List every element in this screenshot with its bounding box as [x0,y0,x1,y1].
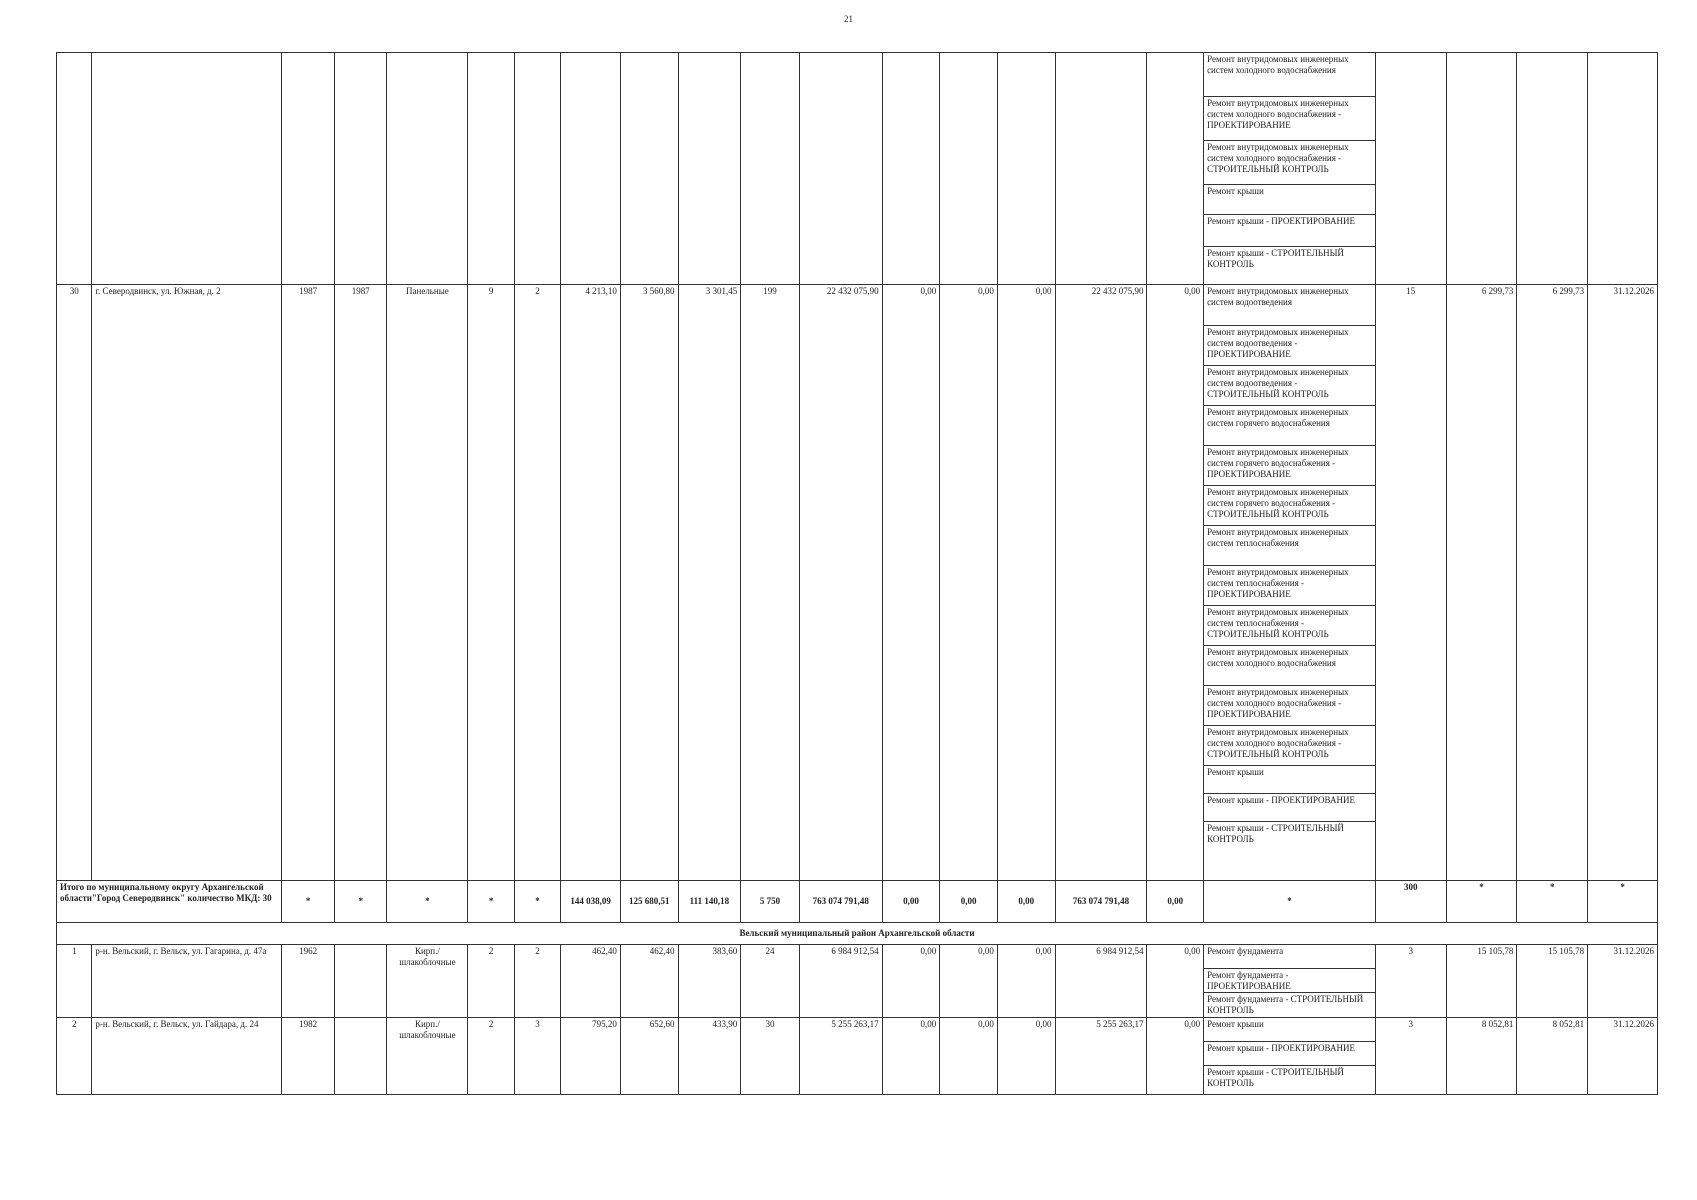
area-premises: 462,40 [620,945,678,1018]
total-star: * [1588,881,1658,923]
work-item: Ремонт фундамента - СТРОИТЕЛЬНЫЙ КОНТРОЛЬ [1207,994,1364,1015]
works-list [1204,945,1376,1018]
total-area-residential: 111 140,18 [678,881,741,923]
fund-owners: 22 432 075,90 [1055,285,1147,881]
table-row-total [57,881,1658,923]
fund-regional: 0,00 [940,1018,998,1095]
work-item: Ремонт внутридомовых инженерных систем теплоснабжения - ПРОЕКТИРОВАНИЕ [1204,566,1375,606]
work-item: Ремонт крыши [1204,185,1375,215]
deadline: 31.12.2026 [1588,1018,1658,1095]
address: р-н. Вельский, г. Вельск, ул. Гагарина, д. 47а [92,945,282,1018]
work-item: Ремонт крыши - ПРОЕКТИРОВАНИЕ [1204,215,1375,247]
cost-total: 5 255 263,17 [799,1018,882,1095]
total-fund-federal: 0,00 [882,881,940,923]
unit-cost: 6 299,73 [1446,285,1517,881]
total-cost: 763 074 791,48 [799,881,882,923]
residents: 24 [741,945,800,1018]
residents: 30 [741,1018,800,1095]
unit-cost-max: 8 052,81 [1517,1018,1588,1095]
floors: 9 [468,285,514,881]
work-item: Ремонт фундамента [1204,945,1375,969]
fund-other: 0,00 [1147,945,1204,1018]
work-item: Ремонт крыши [1204,1018,1375,1042]
unit-cost-max: 6 299,73 [1517,285,1588,881]
capital-repair-table [56,52,1658,1095]
fund-owners: 6 984 912,54 [1055,945,1147,1018]
year-built: 1962 [282,945,335,1018]
total-star: * [1517,881,1588,923]
area-premises: 3 560,80 [620,285,678,881]
duration: 3 [1375,1018,1446,1095]
address: г. Северодвинск, ул. Южная, д. 2 [92,285,282,881]
works-list [1204,53,1376,285]
works-list [1204,1018,1376,1095]
area-residential: 3 301,45 [678,285,741,881]
total-duration: 300 [1375,881,1446,923]
fund-regional: 0,00 [940,285,998,881]
work-item: Ремонт крыши [1204,766,1375,794]
work-item: Ремонт внутридомовых инженерных систем водоотведения [1204,285,1375,326]
work-item: Ремонт внутридомовых инженерных систем холодного водоснабжения - СТРОИТЕЛЬНЫЙ КОНТРОЛЬ [1204,726,1375,766]
total-star: * [387,881,468,923]
section-header-row [57,923,1658,945]
floors: 2 [468,945,514,1018]
fund-owners: 5 255 263,17 [1055,1018,1147,1095]
fund-regional: 0,00 [940,945,998,1018]
row-number: 2 [57,1018,92,1095]
fund-local: 0,00 [997,945,1055,1018]
work-item: Ремонт фундамента - ПРОЕКТИРОВАНИЕ [1204,969,1375,993]
total-star: * [1204,881,1376,923]
floors: 2 [468,1018,514,1095]
fund-federal: 0,00 [882,285,940,881]
work-item: Ремонт внутридомовых инженерных систем теплоснабжения - СТРОИТЕЛЬНЫЙ КОНТРОЛЬ [1204,606,1375,646]
fund-federal: 0,00 [882,945,940,1018]
area-total: 4 213,10 [561,285,621,881]
entrances: 3 [514,1018,560,1095]
works-list [1204,285,1376,881]
total-star: * [334,881,387,923]
entrances: 2 [514,945,560,1018]
work-item: Ремонт внутридомовых инженерных систем горячего водоснабжения [1204,406,1375,446]
work-item: Ремонт внутридомовых инженерных систем холодного водоснабжения - ПРОЕКТИРОВАНИЕ [1204,686,1375,726]
total-star: * [282,881,335,923]
total-star: * [468,881,514,923]
work-item: Ремонт внутридомовых инженерных систем теплоснабжения [1204,526,1375,566]
entrances: 2 [514,285,560,881]
year-built: 1987 [282,285,335,881]
residents: 199 [741,285,800,881]
deadline: 31.12.2026 [1588,945,1658,1018]
work-item: Ремонт крыши - СТРОИТЕЛЬНЫЙ КОНТРОЛЬ [1207,1067,1344,1088]
row-number: 1 [57,945,92,1018]
year-renovated [334,945,387,1018]
work-item: Ремонт внутридомовых инженерных систем водоотведения - СТРОИТЕЛЬНЫЙ КОНТРОЛЬ [1204,366,1375,406]
work-item: Ремонт внутридомовых инженерных систем холодного водоснабжения - ПРОЕКТИРОВАНИЕ [1204,97,1375,141]
address: р-н. Вельский, г. Вельск, ул. Гайдара, д. 24 [92,1018,282,1095]
fund-other: 0,00 [1147,1018,1204,1095]
wall-material: Кирп./ шлакоблочные [387,1018,468,1095]
work-item: Ремонт внутридомовых инженерных систем холодного водоснабжения [1204,646,1375,686]
wall-material: Панельные [387,285,468,881]
work-item: Ремонт внутридомовых инженерных систем холодного водоснабжения - СТРОИТЕЛЬНЫЙ КОНТРОЛЬ [1204,141,1375,185]
table-row-1 [57,945,1658,1018]
cost-total: 22 432 075,90 [799,285,882,881]
work-item: Ремонт крыши - СТРОИТЕЛЬНЫЙ КОНТРОЛЬ [1207,248,1344,269]
table-row-continuation [57,53,1658,285]
fund-local: 0,00 [997,285,1055,881]
row-number: 30 [57,285,92,881]
area-premises: 652,60 [620,1018,678,1095]
work-item: Ремонт внутридомовых инженерных систем водоотведения - ПРОЕКТИРОВАНИЕ [1204,326,1375,366]
work-item: Ремонт крыши - ПРОЕКТИРОВАНИЕ [1204,794,1375,822]
work-item: Ремонт крыши - СТРОИТЕЛЬНЫЙ КОНТРОЛЬ [1207,823,1344,844]
unit-cost: 8 052,81 [1446,1018,1517,1095]
table-row-2 [57,1018,1658,1095]
total-residents: 5 750 [741,881,800,923]
section-title: Вельский муниципальный район Архангельской области [57,923,1658,945]
deadline: 31.12.2026 [1588,285,1658,881]
total-area-total: 144 038,09 [561,881,621,923]
work-item: Ремонт внутридомовых инженерных систем горячего водоснабжения - СТРОИТЕЛЬНЫЙ КОНТРОЛЬ [1204,486,1375,526]
year-renovated: 1987 [334,285,387,881]
work-item: Ремонт внутридомовых инженерных систем горячего водоснабжения - ПРОЕКТИРОВАНИЕ [1204,446,1375,486]
total-area-premises: 125 680,51 [620,881,678,923]
area-residential: 383,60 [678,945,741,1018]
fund-other: 0,00 [1147,285,1204,881]
unit-cost-max: 15 105,78 [1517,945,1588,1018]
page-number: 21 [844,14,853,24]
cost-total: 6 984 912,54 [799,945,882,1018]
wall-material: Кирп./ шлакоблочные [387,945,468,1018]
total-fund-regional: 0,00 [940,881,998,923]
total-fund-owners: 763 074 791,48 [1055,881,1147,923]
work-item: Ремонт крыши - ПРОЕКТИРОВАНИЕ [1204,1042,1375,1066]
total-fund-local: 0,00 [997,881,1055,923]
total-star: * [1446,881,1517,923]
work-item: Ремонт внутридомовых инженерных систем холодного водоснабжения [1204,53,1375,97]
fund-federal: 0,00 [882,1018,940,1095]
total-star: * [514,881,560,923]
duration: 15 [1375,285,1446,881]
fund-local: 0,00 [997,1018,1055,1095]
area-total: 795,20 [561,1018,621,1095]
year-built: 1982 [282,1018,335,1095]
area-total: 462,40 [561,945,621,1018]
duration: 3 [1375,945,1446,1018]
unit-cost: 15 105,78 [1446,945,1517,1018]
table-row-30 [57,285,1658,881]
year-renovated [334,1018,387,1095]
area-residential: 433,90 [678,1018,741,1095]
total-fund-other: 0,00 [1147,881,1204,923]
total-label: Итого по муниципальному округу Архангельской области"Город Северодвинск" количество МКД: 30 [57,881,282,923]
